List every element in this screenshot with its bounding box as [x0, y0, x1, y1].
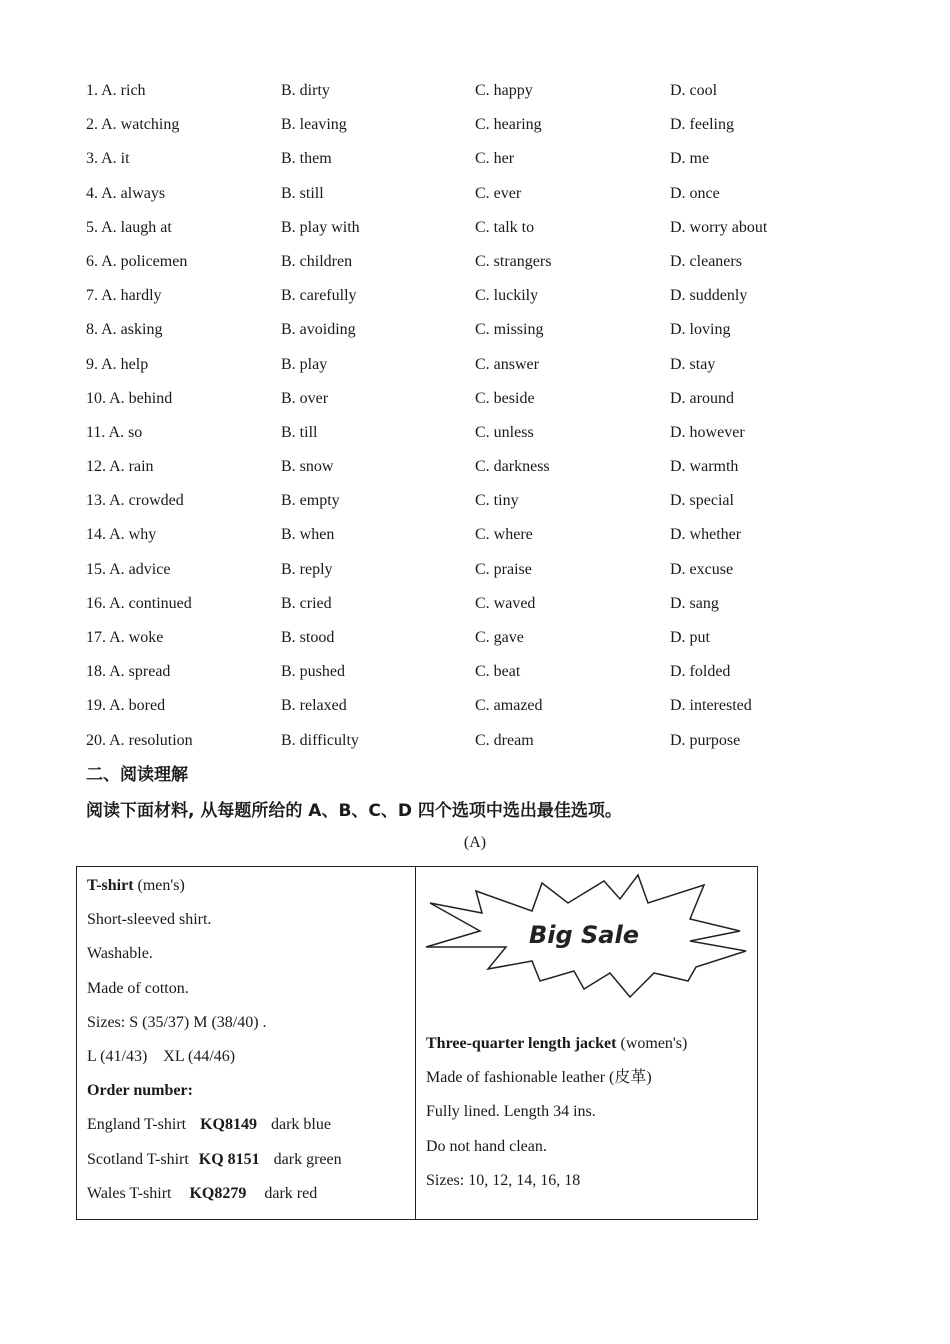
option-a: 14. A. why — [86, 526, 157, 544]
option-d: D. purpose — [670, 731, 741, 749]
option-c: C. ever — [475, 184, 522, 202]
option-b: B. pushed — [281, 663, 345, 681]
option-b: B. play with — [281, 218, 360, 236]
option-b: B. stood — [281, 629, 335, 646]
option-row — [86, 215, 846, 249]
option-c: C. tiny — [475, 492, 519, 510]
order-name: Wales T-shirt — [87, 1184, 172, 1202]
option-row — [86, 386, 846, 420]
option-b: B. children — [281, 252, 353, 270]
order-row — [87, 1114, 415, 1148]
order-code: KQ8279 — [189, 1184, 247, 1202]
section-title: 二、阅读理解 — [86, 765, 188, 785]
advertisement-table — [76, 866, 758, 1220]
tshirt-title-bold: T-shirt — [87, 877, 134, 894]
jacket-detail: Do not hand clean. — [426, 1137, 547, 1155]
option-b: B. difficulty — [281, 731, 359, 749]
option-a: 11. A. so — [86, 423, 143, 441]
tshirt-detail: Washable. — [87, 945, 153, 963]
option-a: 19. A. bored — [86, 697, 166, 715]
option-a: 16. A. continued — [86, 594, 192, 612]
option-b: B. cried — [281, 594, 332, 612]
option-c: C. beat — [475, 663, 521, 681]
option-row — [86, 112, 846, 146]
option-a: 5. A. laugh at — [86, 218, 172, 236]
option-d: D. warmth — [670, 458, 739, 476]
option-c: C. strangers — [475, 252, 552, 270]
option-b: B. dirty — [281, 82, 330, 99]
option-a: 10. A. behind — [86, 389, 173, 407]
option-d: D. excuse — [670, 560, 734, 578]
option-c: C. praise — [475, 560, 532, 578]
option-b: B. avoiding — [281, 321, 356, 339]
option-a: 9. A. help — [86, 355, 149, 373]
option-a: 3. A. it — [86, 150, 130, 168]
option-d: D. around — [670, 389, 734, 407]
option-d: D. folded — [670, 663, 731, 681]
option-d: D. once — [670, 184, 720, 202]
jacket-title — [426, 1033, 687, 1067]
option-d: D. feeling — [670, 116, 734, 134]
option-row — [86, 454, 846, 488]
order-code: KQ8149 — [200, 1116, 257, 1134]
option-b: B. them — [281, 150, 332, 168]
option-a: 13. A. crowded — [86, 492, 184, 510]
option-c: C. darkness — [475, 458, 550, 476]
option-b: B. leaving — [281, 116, 347, 134]
option-a: 4. A. always — [86, 184, 166, 202]
option-d: D. put — [670, 629, 710, 646]
option-row — [86, 317, 846, 351]
option-c: C. gave — [475, 629, 524, 646]
order-number-label: Order number: — [87, 1082, 193, 1100]
option-c: C. amazed — [475, 697, 543, 715]
option-d: D. cleaners — [670, 252, 742, 270]
tshirt-detail: Sizes: S (35/37) M (38/40) . — [87, 1013, 267, 1031]
option-row — [86, 625, 846, 659]
option-d: D. suddenly — [670, 287, 748, 305]
option-d: D. loving — [670, 321, 731, 339]
option-row — [86, 659, 846, 693]
option-c: C. answer — [475, 355, 539, 373]
option-a: 2. A. watching — [86, 116, 180, 134]
option-row — [86, 249, 846, 283]
big-sale-text: Big Sale — [528, 921, 640, 949]
option-b: B. still — [281, 184, 324, 202]
option-b: B. snow — [281, 458, 334, 476]
order-row — [87, 1149, 415, 1183]
option-row — [86, 522, 846, 556]
option-row — [86, 693, 846, 727]
options-list — [86, 78, 846, 762]
tshirt-detail: L (41/43) XL (44/46) — [87, 1047, 236, 1065]
option-d: D. interested — [670, 697, 752, 715]
option-d: D. worry about — [670, 218, 768, 236]
option-c: C. waved — [475, 594, 536, 612]
option-b: B. when — [281, 526, 335, 544]
option-b: B. play — [281, 355, 328, 373]
option-c: C. unless — [475, 423, 534, 441]
option-b: B. reply — [281, 560, 333, 578]
option-row — [86, 181, 846, 215]
option-c: C. missing — [475, 321, 544, 339]
option-row — [86, 78, 846, 112]
option-d: D. me — [670, 150, 710, 168]
option-row — [86, 352, 846, 386]
tshirt-detail: Made of cotton. — [87, 979, 189, 997]
option-c: C. her — [475, 150, 515, 168]
option-d: D. stay — [670, 355, 716, 373]
option-a: 6. A. policemen — [86, 252, 188, 270]
jacket-text-block — [426, 1033, 687, 1204]
option-row — [86, 146, 846, 180]
option-a: 12. A. rain — [86, 458, 154, 476]
option-d: D. however — [670, 423, 745, 441]
jacket-title-bold: Three-quarter length jacket — [426, 1035, 617, 1052]
order-color: dark blue — [271, 1116, 331, 1134]
option-b: B. over — [281, 389, 329, 407]
option-row — [86, 283, 846, 317]
option-d: D. cool — [670, 82, 718, 99]
order-name: Scotland T-shirt — [87, 1150, 189, 1168]
option-a: 18. A. spread — [86, 663, 171, 681]
option-c: C. luckily — [475, 287, 539, 305]
option-a: 17. A. woke — [86, 629, 164, 646]
option-a: 15. A. advice — [86, 560, 171, 578]
option-c: C. hearing — [475, 116, 542, 134]
order-row — [87, 1183, 415, 1217]
order-code: KQ 8151 — [198, 1150, 260, 1168]
option-a: 20. A. resolution — [86, 731, 193, 749]
option-c: C. dream — [475, 731, 534, 749]
tshirt-title-rest: (men's) — [133, 877, 185, 894]
option-c: C. beside — [475, 389, 535, 407]
option-c: C. happy — [475, 82, 533, 99]
option-b: B. empty — [281, 492, 340, 510]
option-row — [86, 557, 846, 591]
option-a: 1. A. rich — [86, 82, 146, 99]
section-instruction: 阅读下面材料, 从每题所给的 A、B、C、D 四个选项中选出最佳选项。 — [86, 801, 622, 821]
option-d: D. whether — [670, 526, 742, 544]
option-a: 8. A. asking — [86, 321, 163, 339]
big-sale-burst-graphic — [424, 873, 750, 999]
tshirt-ad-cell — [77, 867, 416, 1219]
option-b: B. carefully — [281, 287, 357, 305]
order-color: dark green — [273, 1150, 342, 1168]
jacket-ad-cell — [416, 867, 757, 1219]
order-color: dark red — [264, 1184, 318, 1202]
jacket-detail: Made of fashionable leather (皮革) — [426, 1069, 652, 1087]
passage-label: (A) — [463, 834, 487, 851]
option-c: C. where — [475, 526, 533, 544]
option-d: D. special — [670, 492, 734, 510]
tshirt-detail: Short-sleeved shirt. — [87, 911, 212, 929]
option-row — [86, 591, 846, 625]
option-row — [86, 728, 846, 762]
jacket-title-rest: (women's) — [616, 1035, 688, 1052]
option-b: B. relaxed — [281, 697, 347, 715]
option-d: D. sang — [670, 594, 719, 612]
jacket-detail: Fully lined. Length 34 ins. — [426, 1103, 596, 1121]
option-c: C. talk to — [475, 218, 535, 236]
tshirt-title — [87, 875, 415, 909]
option-a: 7. A. hardly — [86, 287, 162, 305]
option-row — [86, 420, 846, 454]
option-row — [86, 488, 846, 522]
option-b: B. till — [281, 423, 318, 441]
jacket-detail: Sizes: 10, 12, 14, 16, 18 — [426, 1171, 581, 1189]
order-name: England T-shirt — [87, 1116, 187, 1134]
